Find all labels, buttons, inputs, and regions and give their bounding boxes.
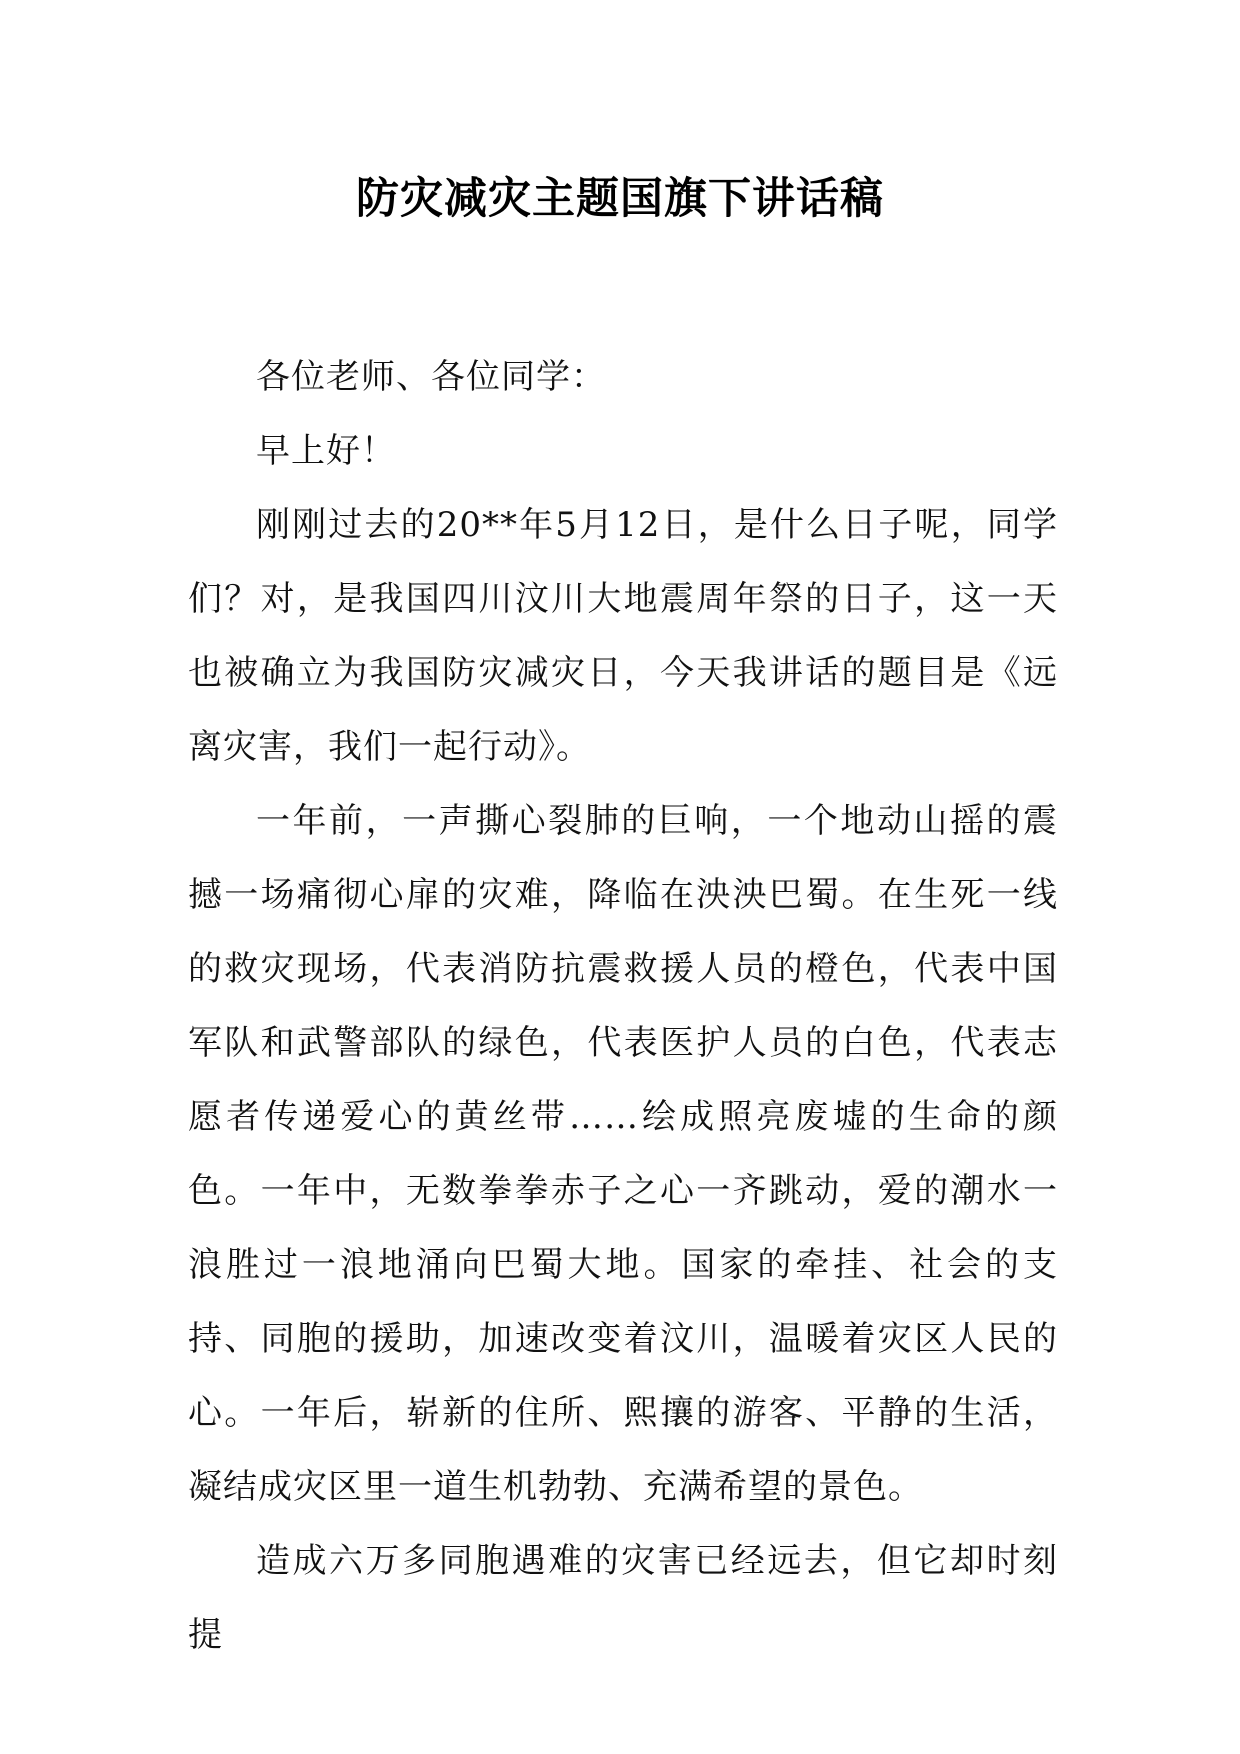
document-body [188, 340, 1058, 1672]
paragraph-earthquake-recap: 一年前，一声撕心裂肺的巨响，一个地动山摇的震撼一场痛彻心扉的灾难，降临在泱泱巴蜀。在生死一线的救灾现场，代表消防抗震救援人员的橙色，代表中国军队和武警部队的绿色，代表医护人员的白色，代表志愿者传递爱心的黄丝带……绘成照亮废墟的生命的颜色。一年中，无数拳拳赤子之心一齐跳动，爱的潮水一浪胜过一浪地涌向巴蜀大地。国家的牵挂、社会的支持、同胞的援助，加速改变着汶川，温暖着灾区人民的心。一年后，崭新的住所、熙攘的游客、平静的生活，凝结成灾区里一道生机勃勃、充满希望的景色。 [188, 801, 1058, 1507]
paragraph-greeting: 早上好！ [256, 431, 396, 471]
document-title: 防灾减灾主题国旗下讲话稿 [356, 174, 884, 224]
paragraph-continuation: 造成六万多同胞遇难的灾害已经远去，但它却时刻提 [188, 1541, 1058, 1655]
paragraph-salutation: 各位老师、各位同学： [256, 357, 606, 397]
paragraph-intro: 刚刚过去的20**年5月12日，是什么日子呢，同学们？对，是我国四川汶川大地震周年祭的日子，这一天也被确立为我国防灾减灾日，今天我讲话的题目是《远离灾害，我们一起行动》。 [188, 505, 1058, 767]
